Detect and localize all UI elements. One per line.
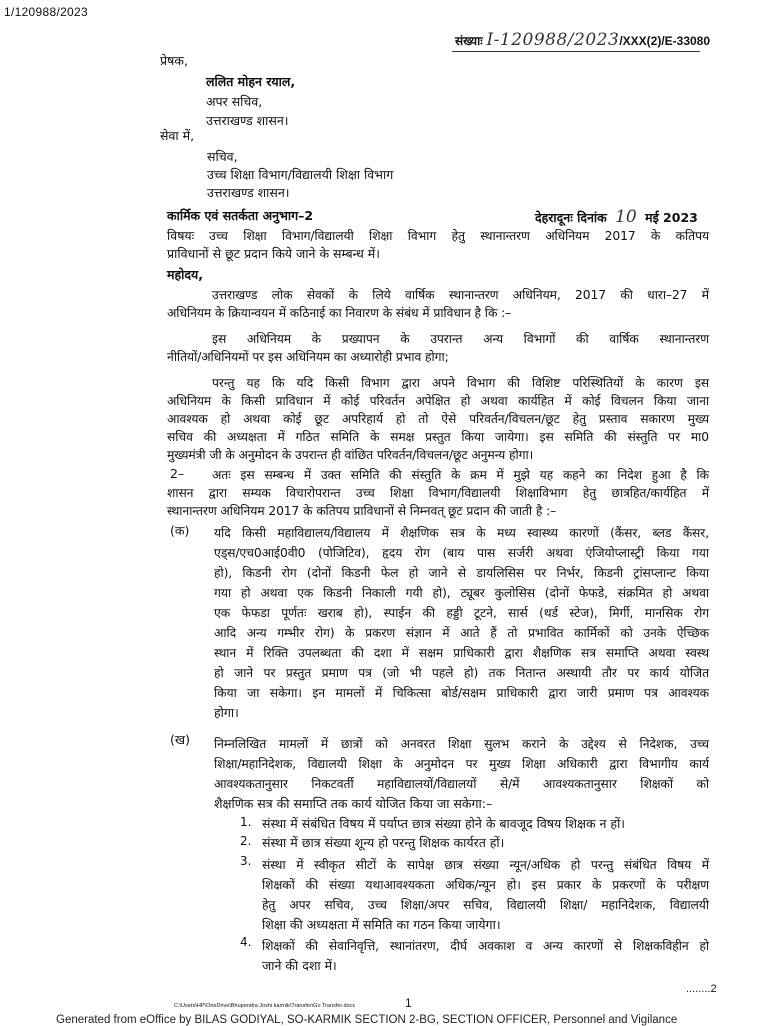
para4-line-1: अतः इस सम्बन्ध में उक्त समिति की संस्तुति के क्रम में मुझे यह कहने का निदेश हुआ है कि xyxy=(212,468,709,482)
sender-name: ललित मोहन रयाल, xyxy=(206,74,296,89)
subitem-number: 1. xyxy=(240,815,252,829)
para2-line-2: नीतियों/अधिनियमों पर इस अधिनियम का अध्यारोही प्रभाव होगा; xyxy=(167,350,449,364)
item-kha-line: शैक्षणिक सत्र की समाप्ति तक कार्य योजित किया जा सकेगा:– xyxy=(214,796,493,811)
recipient-label: सेवा में, xyxy=(160,128,195,143)
para4-line-3: स्थानान्तरण अधिनियम 2017 के कतिपय प्राविधानों से निम्नवत् छूट प्रदान की जाती है :– xyxy=(167,504,557,518)
subitem-number: 3. xyxy=(240,854,252,868)
ref-underline xyxy=(452,51,700,52)
sender-label: प्रेषक, xyxy=(160,53,188,68)
item-ka-line: किया जा सकेगा। इन मामलों में चिकित्सा बोर्ड/सक्षम प्राधिकारी द्वारा जारी प्रमाण पत्र आवश्यक xyxy=(214,686,709,700)
subject-label: विषयः xyxy=(167,228,195,243)
subject-line-1: उच्च शिक्षा विभाग/विद्यालयी शिक्षा विभाग हेतु स्थानान्तरण अधिनियम 2017 के कतिपय xyxy=(209,229,709,243)
para3-line-4: सचिव की अध्यक्षता में गठित समिति के समक्ष प्रस्तुत किया जायेगा। इस समिति की संस्तुति पर मा0 xyxy=(167,430,709,444)
ref-label: संख्याः xyxy=(455,34,483,48)
subitem-line: हेतु अपर सचिव, उच्च शिक्षा/अपर सचिव, विद्यालयी शिक्षा/ महानिदेशक, विद्यालयी xyxy=(262,898,709,912)
recipient-office: उत्तराखण्ड शासन। xyxy=(207,185,290,200)
subitem-number: 4. xyxy=(240,935,252,949)
item-ka-line: हो), किडनी रोग (दोनों किडनी फेल हो जाने से डायलिसिस पर निर्भर, किडनी ट्रांसप्लान्ट किया xyxy=(214,566,709,580)
item-ka-line: एड्स/एच0आई0वी0 (पोजिटिव), हृदय रोग (बाय पास सर्जरी अथवा एंजियोप्लास्ट्री किया गया xyxy=(214,546,709,560)
salutation: महोदय, xyxy=(167,267,203,282)
item-ka-marker: (क) xyxy=(170,523,190,538)
subitem-line: शिक्षा की अध्यक्षता में समिति का गठन किया जायेगा। xyxy=(262,917,501,932)
sender-designation: अपर सचिव, xyxy=(206,94,263,109)
page-number: 1 xyxy=(405,996,412,1010)
para3-line-3: आवश्यक हो अथवा कोई छूट अपरिहार्य हो तो ऐसे परिवर्तन/विचलन/छूट हेतु प्रस्ताव सकारण मुख्य xyxy=(167,412,709,426)
ref-suffix: /XXX(2)/E-33080 xyxy=(619,34,711,48)
item-ka-line: गया हो अथवा एक किडनी निकाली गयी हो), ट्यूबर कुलोसिस (दोनों फेफडे, संक्रमित हो अथवा xyxy=(214,586,709,600)
item-ka-line: एक फेफडा पूर्णतः खराब हो), स्पाईन की हड्डी टूटने, सार्स (थर्ड स्टेज), मिर्गी, मानसिक रोग xyxy=(214,606,709,620)
subitem-line: शिक्षकों की संख्या यथाआवश्यकता अधिक/न्यून हो। इस प्रकार के प्रकरणों के परीक्षण xyxy=(262,878,709,892)
date-prefix: देहरादूनः दिनांक xyxy=(535,210,607,225)
ref-handwritten-number: I-120988/2023 xyxy=(486,30,620,50)
eoffice-footer: Generated from eOffice by BILAS GODIYAL, SO-KARMIK SECTION 2-BG, SECTION OFFICER, Personnel and Vigilance xyxy=(56,1014,678,1026)
recipient-designation: सचिव, xyxy=(207,149,238,164)
para2-line-1: इस अधिनियम के प्रख्यापन के उपरान्त अन्य विभागों की वार्षिक स्थानान्तरण xyxy=(212,332,709,346)
reference-number xyxy=(455,30,710,50)
item-kha-line: आवश्यकतानुसार निकटवर्ती महाविद्यालयों/विद्यालयों से/में आवश्यकतानुसार शिक्षकों को xyxy=(214,777,709,791)
item-ka-line: आदि अन्य गम्भीर रोग) के प्रकरण संज्ञान में आते हैं तो प्रभावित कार्मिकों को उनके ऐच्छिक xyxy=(214,626,709,640)
subitem-line: संस्था में संबंधित विषय में पर्याप्त छात्र संख्या होने के बावजूद विषय शिक्षक न हों। xyxy=(262,816,626,831)
item-ka-line: हो जाने पर प्रस्तुत प्रमाण पत्र (जो भी पहले हो) तक नितान्त अस्थायी तौर पर कार्य योजित xyxy=(214,666,709,680)
item-ka-line: स्थान में रिक्ति उपलब्धता की दशा में सक्षम प्राधिकारी द्वारा शैक्षणिक सत्र समाप्ति अथवा स्वस्थ xyxy=(214,646,709,660)
subitem-line: संस्था में स्वीकृत सीटों के सापेक्ष छात्र संख्या न्यून/अधिक हो परन्तु संबंधित विषय में xyxy=(262,858,709,872)
doc-id: 1/120988/2023 xyxy=(4,5,88,19)
continued-marker: ........2 xyxy=(686,983,717,995)
para4-number: 2– xyxy=(170,466,185,481)
para3-line-1: परन्तु यह कि यदि किसी विभाग द्वारा अपने विभाग की विशिष्ट परिस्थितियों के कारण इस xyxy=(212,376,709,390)
item-ka-line: होगा। xyxy=(214,705,239,720)
para3-line-5: मुख्यमंत्री जी के अनुमोदन के उपरान्त ही वांछित परिवर्तन/विचलन/छूट अनुमन्य होगा। xyxy=(167,448,534,462)
para4-line-2: शासन द्वारा सम्यक विचारोपरान्त उच्च शिक्षा विभाग/विद्यालयी शिक्षाविभाग हेतु छात्रहित/कार्यहित में xyxy=(167,486,709,500)
date-day-handwritten: 10 xyxy=(615,207,637,227)
item-kha-line: शिक्षा/महानिदेशक, विद्यालयी शिक्षा के अनुमोदन पर मुख्य शिक्षा अधिकारी द्वारा विभागीय कार्य xyxy=(214,757,709,771)
item-kha-line: निम्नलिखित मामलों में छात्रों को अनवरत शिक्षा सुलभ कराने के उद्देश्य से निदेशक, उच्च xyxy=(214,737,709,751)
para1-line-1: उत्तराखण्ड लोक सेवकों के लिये वार्षिक स्थानान्तरण अधिनियम, 2017 की धारा–27 में xyxy=(212,288,709,302)
recipient-department: उच्च शिक्षा विभाग/विद्यालयी शिक्षा विभाग xyxy=(207,167,394,182)
section-name: कार्मिक एवं सतर्कता अनुभाग–2 xyxy=(167,208,314,223)
subitem-number: 2. xyxy=(240,834,252,848)
date-suffix: मई 2023 xyxy=(645,210,698,225)
file-path: C:\Users\HP\OneDrive\Bhupendra Joshi karmik\Transfer\Go Transfer.docx xyxy=(174,1003,356,1009)
item-kha-marker: (ख) xyxy=(170,732,190,747)
subitem-line: जाने की दशा में। xyxy=(262,958,337,973)
subitem-line: संस्था में छात्र संख्या शून्य हो परन्तु शिक्षक कार्यरत हों। xyxy=(262,835,505,850)
subitem-line: शिक्षकों की सेवानिवृत्ति, स्थानांतरण, दीर्घ अवकाश व अन्य कारणों से शिक्षकविहीन हो xyxy=(262,939,709,953)
subject-line-2: प्राविधानों से छूट प्रदान किये जाने के सम्बन्ध में। xyxy=(167,246,381,261)
letter-date xyxy=(535,207,698,227)
sender-office: उत्तराखण्ड शासन। xyxy=(206,113,289,128)
para1-line-2: अधिनियम के क्रियान्वयन में कठिनाई का निवारण के संबंध में प्राविधान है कि :– xyxy=(167,306,512,320)
para3-line-2: अधिनियम के किसी प्राविधान में कोई परिवर्तन अपेक्षित हो अथवा कार्यहित में कोई विचलन किया जाना xyxy=(167,394,709,408)
item-ka-line: यदि किसी महाविद्यालय/विद्यालय में शैक्षणिक सत्र के मध्य स्वास्थ्य कारणों (कैंसर, ब्लड कैंसर, xyxy=(214,526,709,540)
